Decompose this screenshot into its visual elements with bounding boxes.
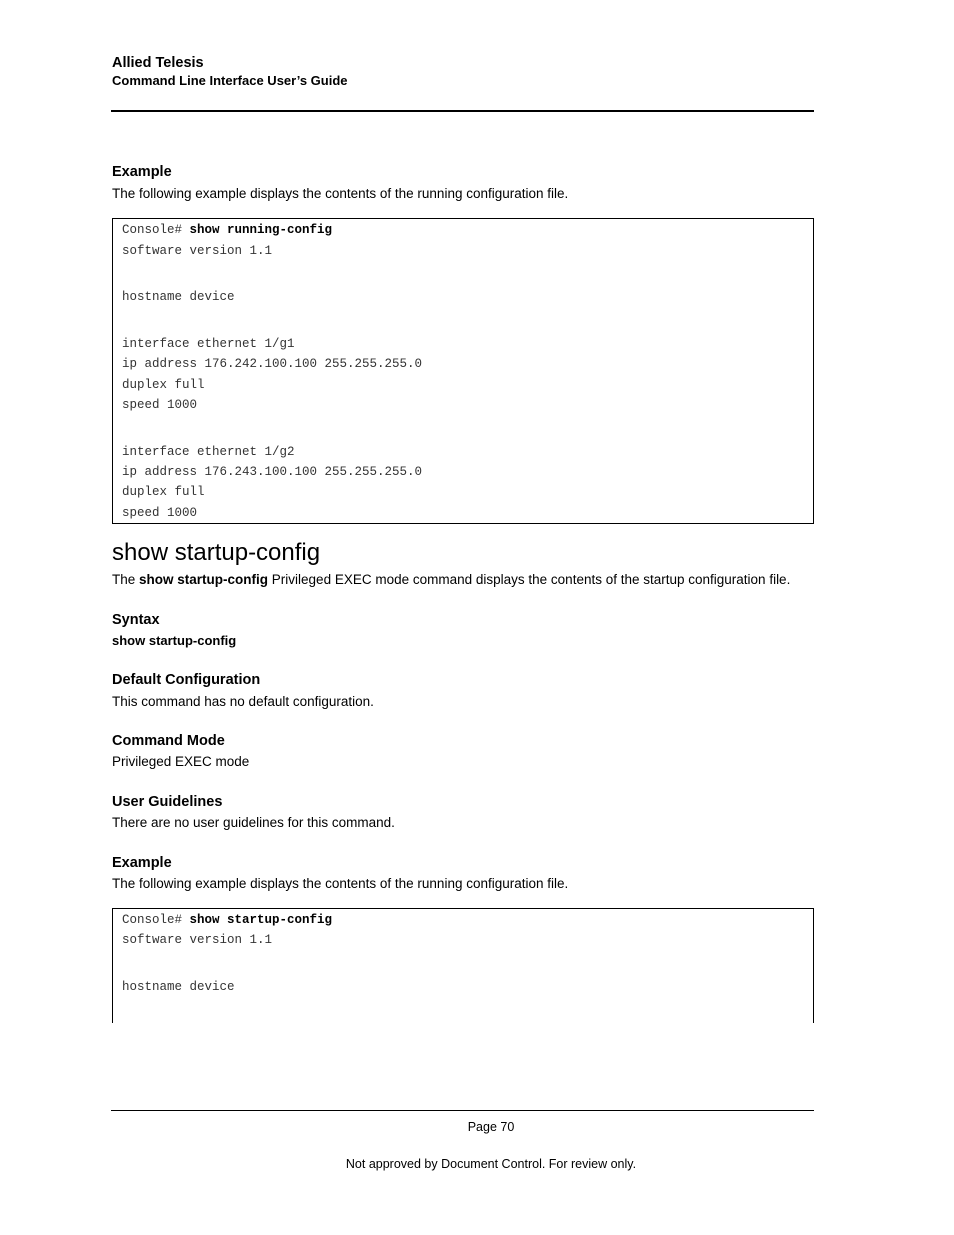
example-heading: Example xyxy=(112,855,172,871)
code-line: duplex full xyxy=(122,485,205,499)
intro-prefix: The xyxy=(112,572,136,587)
command-mode-heading: Command Mode xyxy=(112,733,225,749)
code-block-running-config xyxy=(112,218,814,524)
code-line: ip address 176.243.100.100 255.255.255.0 xyxy=(122,465,423,479)
header-rule xyxy=(111,110,814,112)
section-intro xyxy=(112,571,790,588)
intro-command: show startup-config xyxy=(139,572,269,587)
console-prompt: Console# xyxy=(122,913,183,927)
code-line: speed 1000 xyxy=(122,506,198,520)
code-command: show startup-config xyxy=(189,913,333,927)
default-config-heading: Default Configuration xyxy=(112,672,261,688)
example-description: The following example displays the contents of the running configuration file. xyxy=(112,876,569,891)
code-line: software version 1.1 xyxy=(122,933,273,947)
code-command: show running-config xyxy=(189,223,333,237)
review-notice: Not approved by Document Control. For review only. xyxy=(345,1157,637,1171)
footer-rule xyxy=(111,1110,814,1111)
default-config-text: This command has no default configuration. xyxy=(112,694,374,709)
user-guidelines-text: There are no user guidelines for this command. xyxy=(112,815,395,830)
intro-suffix: Privileged EXEC mode command displays the contents of the startup configuration file. xyxy=(271,572,791,587)
example-heading: Example xyxy=(112,164,172,180)
company-name: Allied Telesis xyxy=(112,55,204,71)
page-header xyxy=(112,55,814,89)
console-prompt: Console# xyxy=(122,223,183,237)
section-title: show startup-config xyxy=(112,539,321,566)
code-line: ip address 176.242.100.100 255.255.255.0 xyxy=(122,357,423,371)
code-line: interface ethernet 1/g2 xyxy=(122,445,295,459)
code-line: hostname device xyxy=(122,980,235,994)
code-line: duplex full xyxy=(122,378,205,392)
command-mode-text: Privileged EXEC mode xyxy=(112,754,250,769)
syntax-heading: Syntax xyxy=(112,612,160,628)
guide-title: Command Line Interface User’s Guide xyxy=(112,73,348,88)
code-line: interface ethernet 1/g1 xyxy=(122,337,295,351)
code-command-line xyxy=(122,222,332,238)
example-description: The following example displays the contents of the running configuration file. xyxy=(112,186,569,201)
code-line: hostname device xyxy=(122,290,235,304)
page-number: Page 70 xyxy=(467,1120,515,1134)
code-command-line xyxy=(122,912,332,928)
code-line: software version 1.1 xyxy=(122,244,273,258)
user-guidelines-heading: User Guidelines xyxy=(112,794,223,810)
syntax-value: show startup-config xyxy=(112,633,237,648)
code-block-startup-config xyxy=(112,908,814,1023)
code-line: speed 1000 xyxy=(122,398,198,412)
